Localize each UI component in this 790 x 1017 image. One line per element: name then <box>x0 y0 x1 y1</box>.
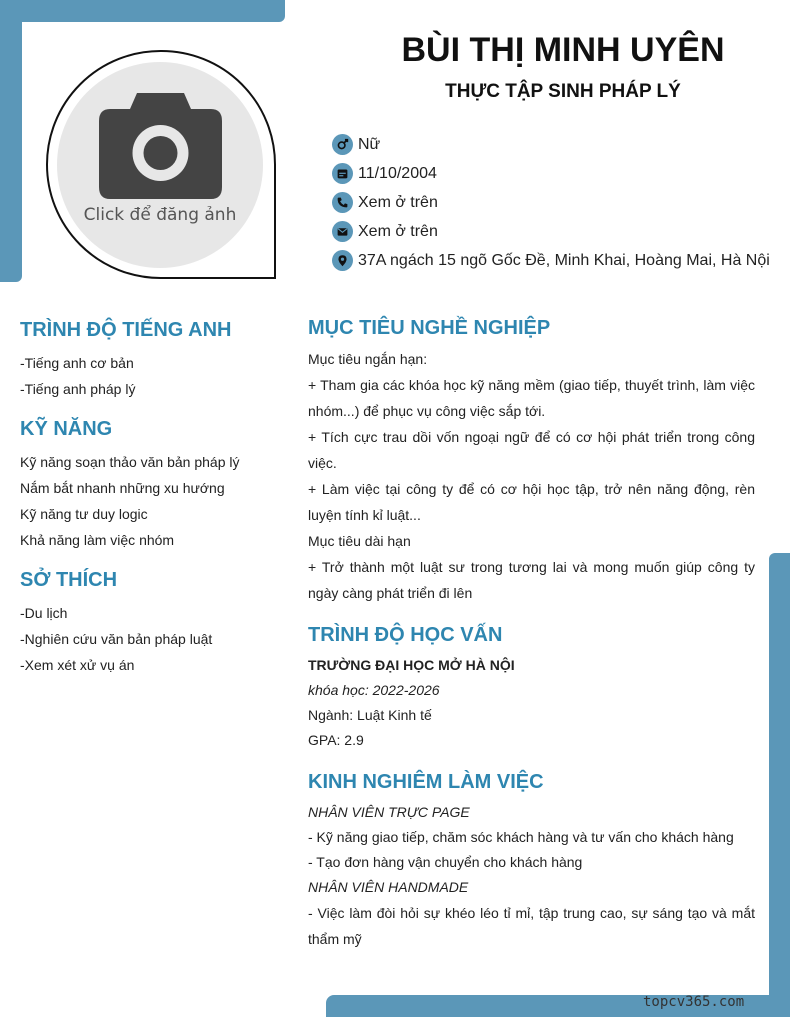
hobbies-heading: SỞ THÍCH <box>20 569 118 591</box>
skills-list <box>20 449 280 553</box>
contact-address <box>332 246 782 275</box>
candidate-position: THỰC TẬP SINH PHÁP LÝ <box>445 81 681 102</box>
frame-bar-left <box>0 0 22 282</box>
education-body <box>308 653 755 753</box>
candidate-name: BÙI THỊ MINH UYÊN <box>401 31 725 69</box>
english-heading: TRÌNH ĐỘ TIẾNG ANH <box>20 319 232 341</box>
skill-item: Khả năng làm việc nhóm <box>20 532 175 548</box>
gpa: GPA: 2.9 <box>308 732 364 748</box>
skills-heading: KỸ NĂNG <box>20 418 113 440</box>
skill-item: Kỹ năng tư duy logic <box>20 506 148 522</box>
contact-phone <box>332 188 782 217</box>
birthday-value: 11/10/2004 <box>358 164 437 182</box>
frame-bar-right <box>769 553 790 1017</box>
avatar-upload-label[interactable]: Click để đăng ảnh <box>83 205 237 225</box>
calendar-icon <box>332 163 353 184</box>
objective-line: + Trở thành một luật sư trong tương lai và mong muốn giúp công ty ngày càng phát triển đi lên <box>308 559 755 601</box>
watermark: topcv365.com <box>643 994 745 1010</box>
contact-birthday <box>332 159 782 188</box>
camera-icon[interactable] <box>99 93 222 199</box>
objective-line: + Tham gia các khóa học kỹ năng mềm (giao tiếp, thuyết trình, làm việc nhóm...) để phục vụ công việc sắp tới. <box>308 377 755 419</box>
gender-value: Nữ <box>358 135 381 153</box>
objective-line: Mục tiêu dài hạn <box>308 533 411 549</box>
email-value[interactable]: Xem ở trên <box>358 222 438 240</box>
objective-body <box>308 346 755 606</box>
hobby-item: -Nghiên cứu văn bản pháp luật <box>20 631 213 647</box>
contact-email <box>332 217 782 246</box>
objective-line: + Làm việc tại công ty để có cơ hội học tập, trở nên năng động, rèn luyện tính kỉ luật... <box>308 481 755 523</box>
study-period: khóa học: 2022-2026 <box>308 682 440 698</box>
phone-value[interactable]: Xem ở trên <box>358 193 438 211</box>
job-title: NHÂN VIÊN TRỰC PAGE <box>308 804 470 820</box>
objective-line: Mục tiêu ngắn hạn: <box>308 351 428 367</box>
contact-info <box>332 130 782 275</box>
job-detail: - Kỹ năng giao tiếp, chăm sóc khách hàng và tư vấn cho khách hàng <box>308 829 734 845</box>
envelope-icon <box>332 221 353 242</box>
english-item: -Tiếng anh cơ bản <box>20 355 134 371</box>
skill-item: Kỹ năng soạn thảo văn bản pháp lý <box>20 454 240 470</box>
school-name: TRƯỜNG ĐẠI HỌC MỞ HÀ NỘI <box>308 657 515 673</box>
experience-body <box>308 800 755 952</box>
frame-bar-top <box>0 0 285 22</box>
job-detail: - Tạo đơn hàng vận chuyển cho khách hàng <box>308 854 583 870</box>
hobby-item: -Xem xét xử vụ án <box>20 657 135 673</box>
address-value: 37A ngách 15 ngõ Gốc Đề, Minh Khai, Hoàng Mai, Hà Nội <box>358 251 770 269</box>
english-item: -Tiếng anh pháp lý <box>20 381 136 397</box>
hobby-item: -Du lịch <box>20 605 68 621</box>
objective-heading: MỤC TIÊU NGHỀ NGHIỆP <box>308 317 551 339</box>
experience-heading: KINH NGHIÊM LÀM VIỆC <box>308 771 544 793</box>
location-pin-icon <box>332 250 353 271</box>
gender-icon <box>332 134 353 155</box>
contact-gender <box>332 130 782 159</box>
hobbies-list <box>20 600 280 678</box>
major: Ngành: Luật Kinh tế <box>308 707 432 723</box>
skill-item: Nắm bắt nhanh những xu hướng <box>20 480 225 496</box>
phone-icon <box>332 192 353 213</box>
job-detail: - Việc làm đòi hỏi sự khéo léo tỉ mỉ, tập trung cao, sự sáng tạo và mắt thẩm mỹ <box>308 905 755 947</box>
job-title: NHÂN VIÊN HANDMADE <box>308 879 469 895</box>
objective-line: + Tích cực trau dồi vốn ngoại ngữ để có cơ hội phát triển trong công việc. <box>308 429 755 471</box>
english-list <box>20 350 280 402</box>
education-heading: TRÌNH ĐỘ HỌC VẤN <box>308 624 503 646</box>
